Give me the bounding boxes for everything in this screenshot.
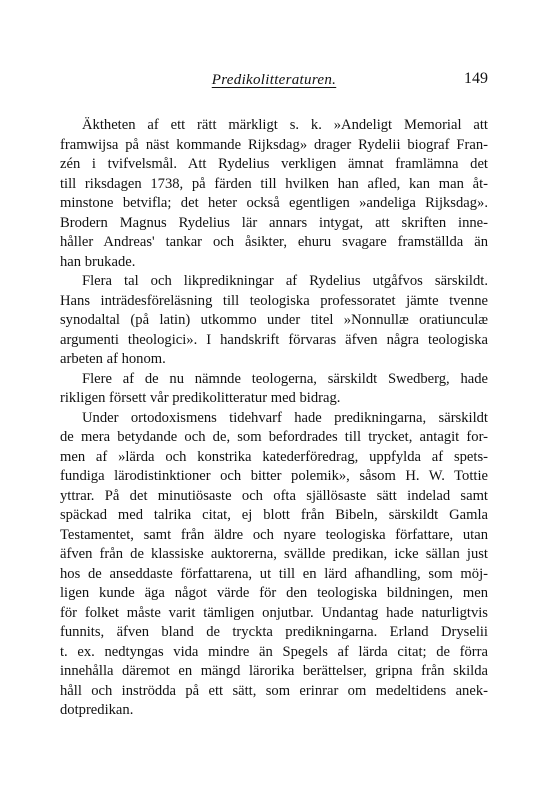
text-line: dotpredikan.: [60, 702, 134, 718]
text-line: synodaltal (på latin) utkommo under titel »Nonnullæ oratiunculæ: [60, 312, 488, 328]
text-line: han brukade.: [60, 253, 136, 270]
paragraph: [60, 116, 488, 272]
text-line: håll och inströdda på ett sätt, som erinrar om medeltidens anek-: [60, 682, 488, 699]
running-title: Predikolitteraturen.: [211, 72, 337, 88]
text-line: Testamentet, samt från äldre och nyare teologiska författare, utan: [60, 526, 488, 543]
text-line: för folket måste varit tämligen onjutbar. Undantag hade naturligtvis: [60, 604, 488, 621]
text-line: de mera betydande och de, som befordrades till trycket, antagit for-: [60, 429, 488, 445]
text-line: zén i tvifvelsmål. Att Rydelius verkligen ämnat framlämna det: [60, 156, 488, 172]
body-text: [60, 116, 488, 721]
paragraph: [60, 370, 488, 409]
text-line: Under ortodoxismens tidehvarf hade predikningarna, särskildt: [82, 409, 488, 426]
text-line: Flere af de nu nämnde teologerna, särskildt Swedberg, hade: [82, 370, 488, 387]
text-line: funnits, äfven bland de tryckta predikningarna. Erland Dryselii: [60, 624, 488, 640]
text-line: yttrar. På det minutiösaste och ofta själlösaste sätt indelad samt: [60, 487, 488, 504]
text-line: argumenti theologici». I handskrift förvaras äfven några teologiska: [60, 331, 488, 348]
running-head: [60, 72, 488, 92]
text-line: ligen kunde äga något värde för den teologiska bildningen, men: [60, 585, 488, 601]
text-line: håller Andreas' tankar och åsikter, ehuru svagare framställda än: [60, 234, 488, 250]
text-line: till riksdagen 1738, på färden till hvilken han afled, kan man åt-: [60, 175, 488, 192]
text-line: rikligen försett vår predikolitteratur med bidrag.: [60, 390, 341, 406]
text-line: t. ex. nedtyngas vida mindre än Spegels af lärda citat; de förra: [60, 643, 488, 660]
text-line: äfven från de klassiske auktorerna, svällde predikan, icke sällan just: [60, 546, 488, 562]
text-line: Brodern Magnus Rydelius lär annars intygat, att skriften inne-: [60, 214, 488, 231]
paragraph: [60, 272, 488, 370]
text-line: framwijsa på näst kommande Rijksdag» drager Rydelii biograf Fran-: [60, 136, 488, 153]
page-number: 149: [464, 70, 488, 87]
paragraph: [60, 409, 488, 721]
text-line: innehålla däremot en mängd lärorika berättelser, gripna från skilda: [60, 663, 488, 679]
text-line: men af »lärda och konstrika katederföredrag, uppfylda af spets-: [60, 448, 488, 465]
text-line: späckad med talrika citat, ej blott från Bibeln, särskildt Gamla: [60, 507, 488, 523]
text-line: Hans inträdesföreläsning till teologiska professoratet jämte tvenne: [60, 292, 488, 309]
text-line: minstone betvifla; det heter också egentligen »andeliga Rijksdag».: [60, 195, 488, 211]
text-line: Äktheten af ett rätt märkligt s. k. »Andeligt Memorial att: [82, 117, 488, 133]
text-line: hos de anseddaste författarena, ut till en lärd afhandling, som möj-: [60, 565, 488, 582]
text-line: Flera tal och likpredikningar af Rydelius utgåfvos särskildt.: [82, 273, 488, 289]
text-line: arbeten af honom.: [60, 351, 166, 367]
text-line: fundiga lärodistinktioner och bitter polemik», såsom H. W. Tottie: [60, 468, 488, 484]
